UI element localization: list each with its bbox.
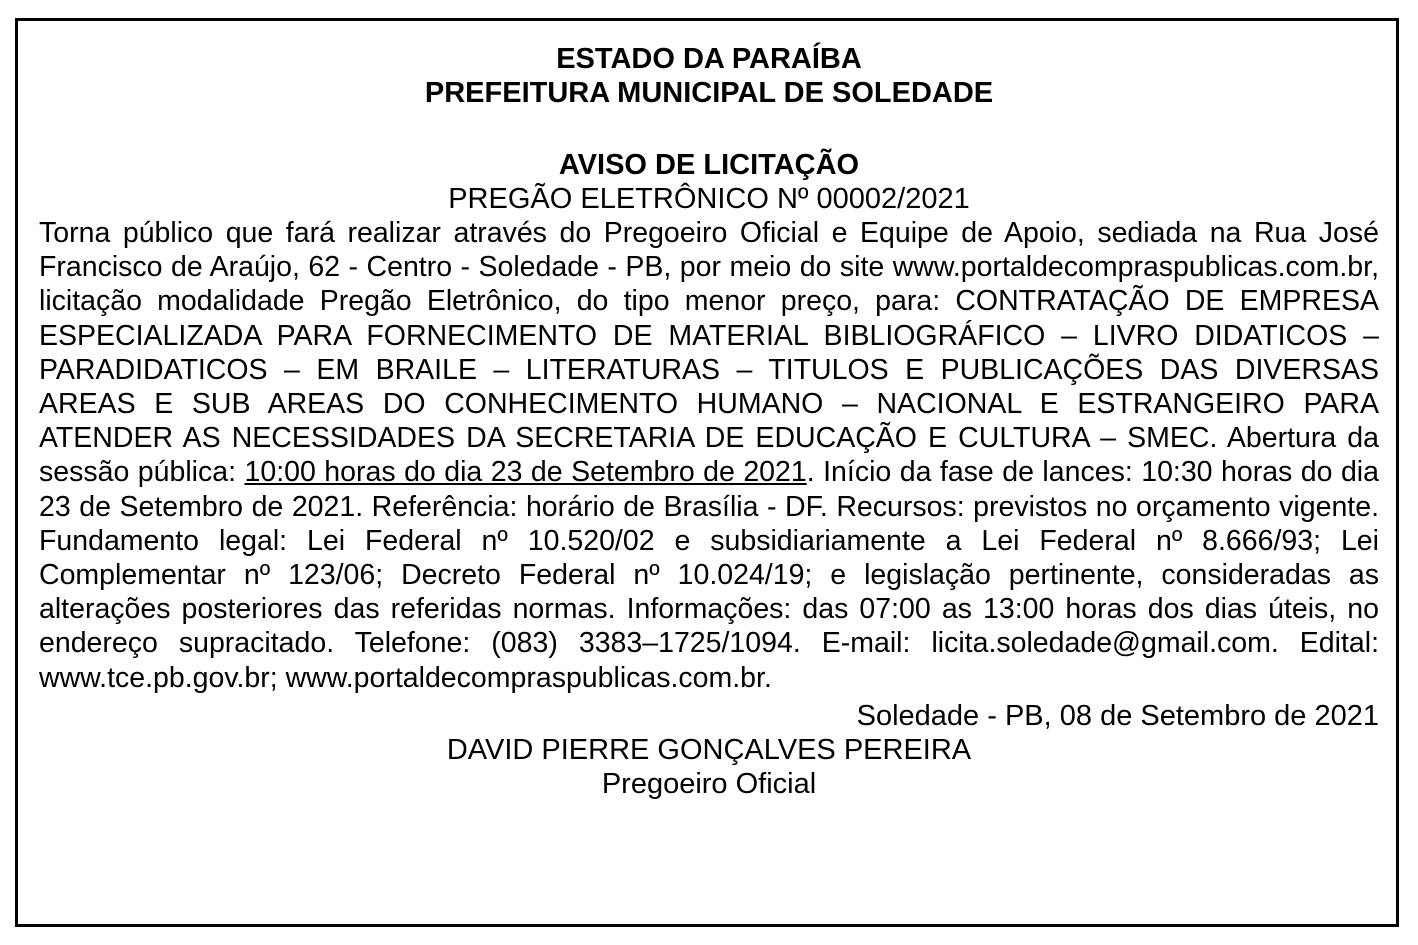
notice-content — [39, 42, 1379, 801]
notice-title: AVISO DE LICITAÇÃO — [558, 149, 860, 181]
notice-body-part1: Torna público que fará realizar através do Pregoeiro Oficial e Equipe de Apoio, sediada na Rua José Francisco de Araújo, 62 - Centro - Soledade - PB, por meio do site www.portaldecompraspublicas.com.br, licitação modalidade Pregão Eletrônico, do tipo menor preço, para: CONTRATAÇÃO DE EMPRESA ESPECIALIZADA PARA FORNECIMENTO DE MATERIAL BIBLIOGRÁFICO – LIVRO DIDATICOS – PARADIDATICOS – EM BRAILE – LITERATURAS – TITULOS E PUBLICAÇÕES DAS DIVERSAS AREAS E SUB AREAS DO CONHECIMENTO HUMANO – NACIONAL E ESTRANGEIRO PARA ATENDER AS NECESSIDADES DA SECRETARIA DE EDUCAÇÃO E CULTURA – SMEC. Abertura da sessão pública: — [39, 217, 1379, 489]
session-opening-datetime: 10:00 horas do dia 23 de Setembro de 2021 — [244, 456, 807, 489]
prefecture-heading: PREFEITURA MUNICIPAL DE SOLEDADE — [424, 77, 994, 109]
notice-subtitle: PREGÃO ELETRÔNICO Nº 00002/2021 — [448, 183, 970, 215]
notice-body — [39, 216, 1379, 695]
place-date: Soledade - PB, 08 de Setembro de 2021 — [856, 699, 1379, 732]
state-heading: ESTADO DA PARAÍBA — [556, 43, 862, 75]
signer-name: DAVID PIERRE GONÇALVES PEREIRA — [446, 733, 972, 766]
signer-role: Pregoeiro Oficial — [601, 767, 817, 800]
notice-body-part2: . Início da fase de lances: 10:30 horas do dia 23 de Setembro de 2021. Referência: horário de Brasília - DF. Recursos: previstos no orçamento vigente. Fundamento legal: Lei Federal nº 10.520/02 e subsidiariamente a Lei Federal nº 8.666/93; Lei Complementar nº 123/06; Decreto Federal nº 10.024/19; e legislação pertinente, consideradas as alterações posteriores das referidas normas. Informações: das 07:00 as 13:00 horas dos dias úteis, no endereço supracitado. Telefone: (083) 3383–1725/1094. E-mail: licita.soledade@gmail.com. Edital: www.tce.pb.gov.br; www.portaldecompraspublicas.com.br. — [39, 456, 1379, 694]
